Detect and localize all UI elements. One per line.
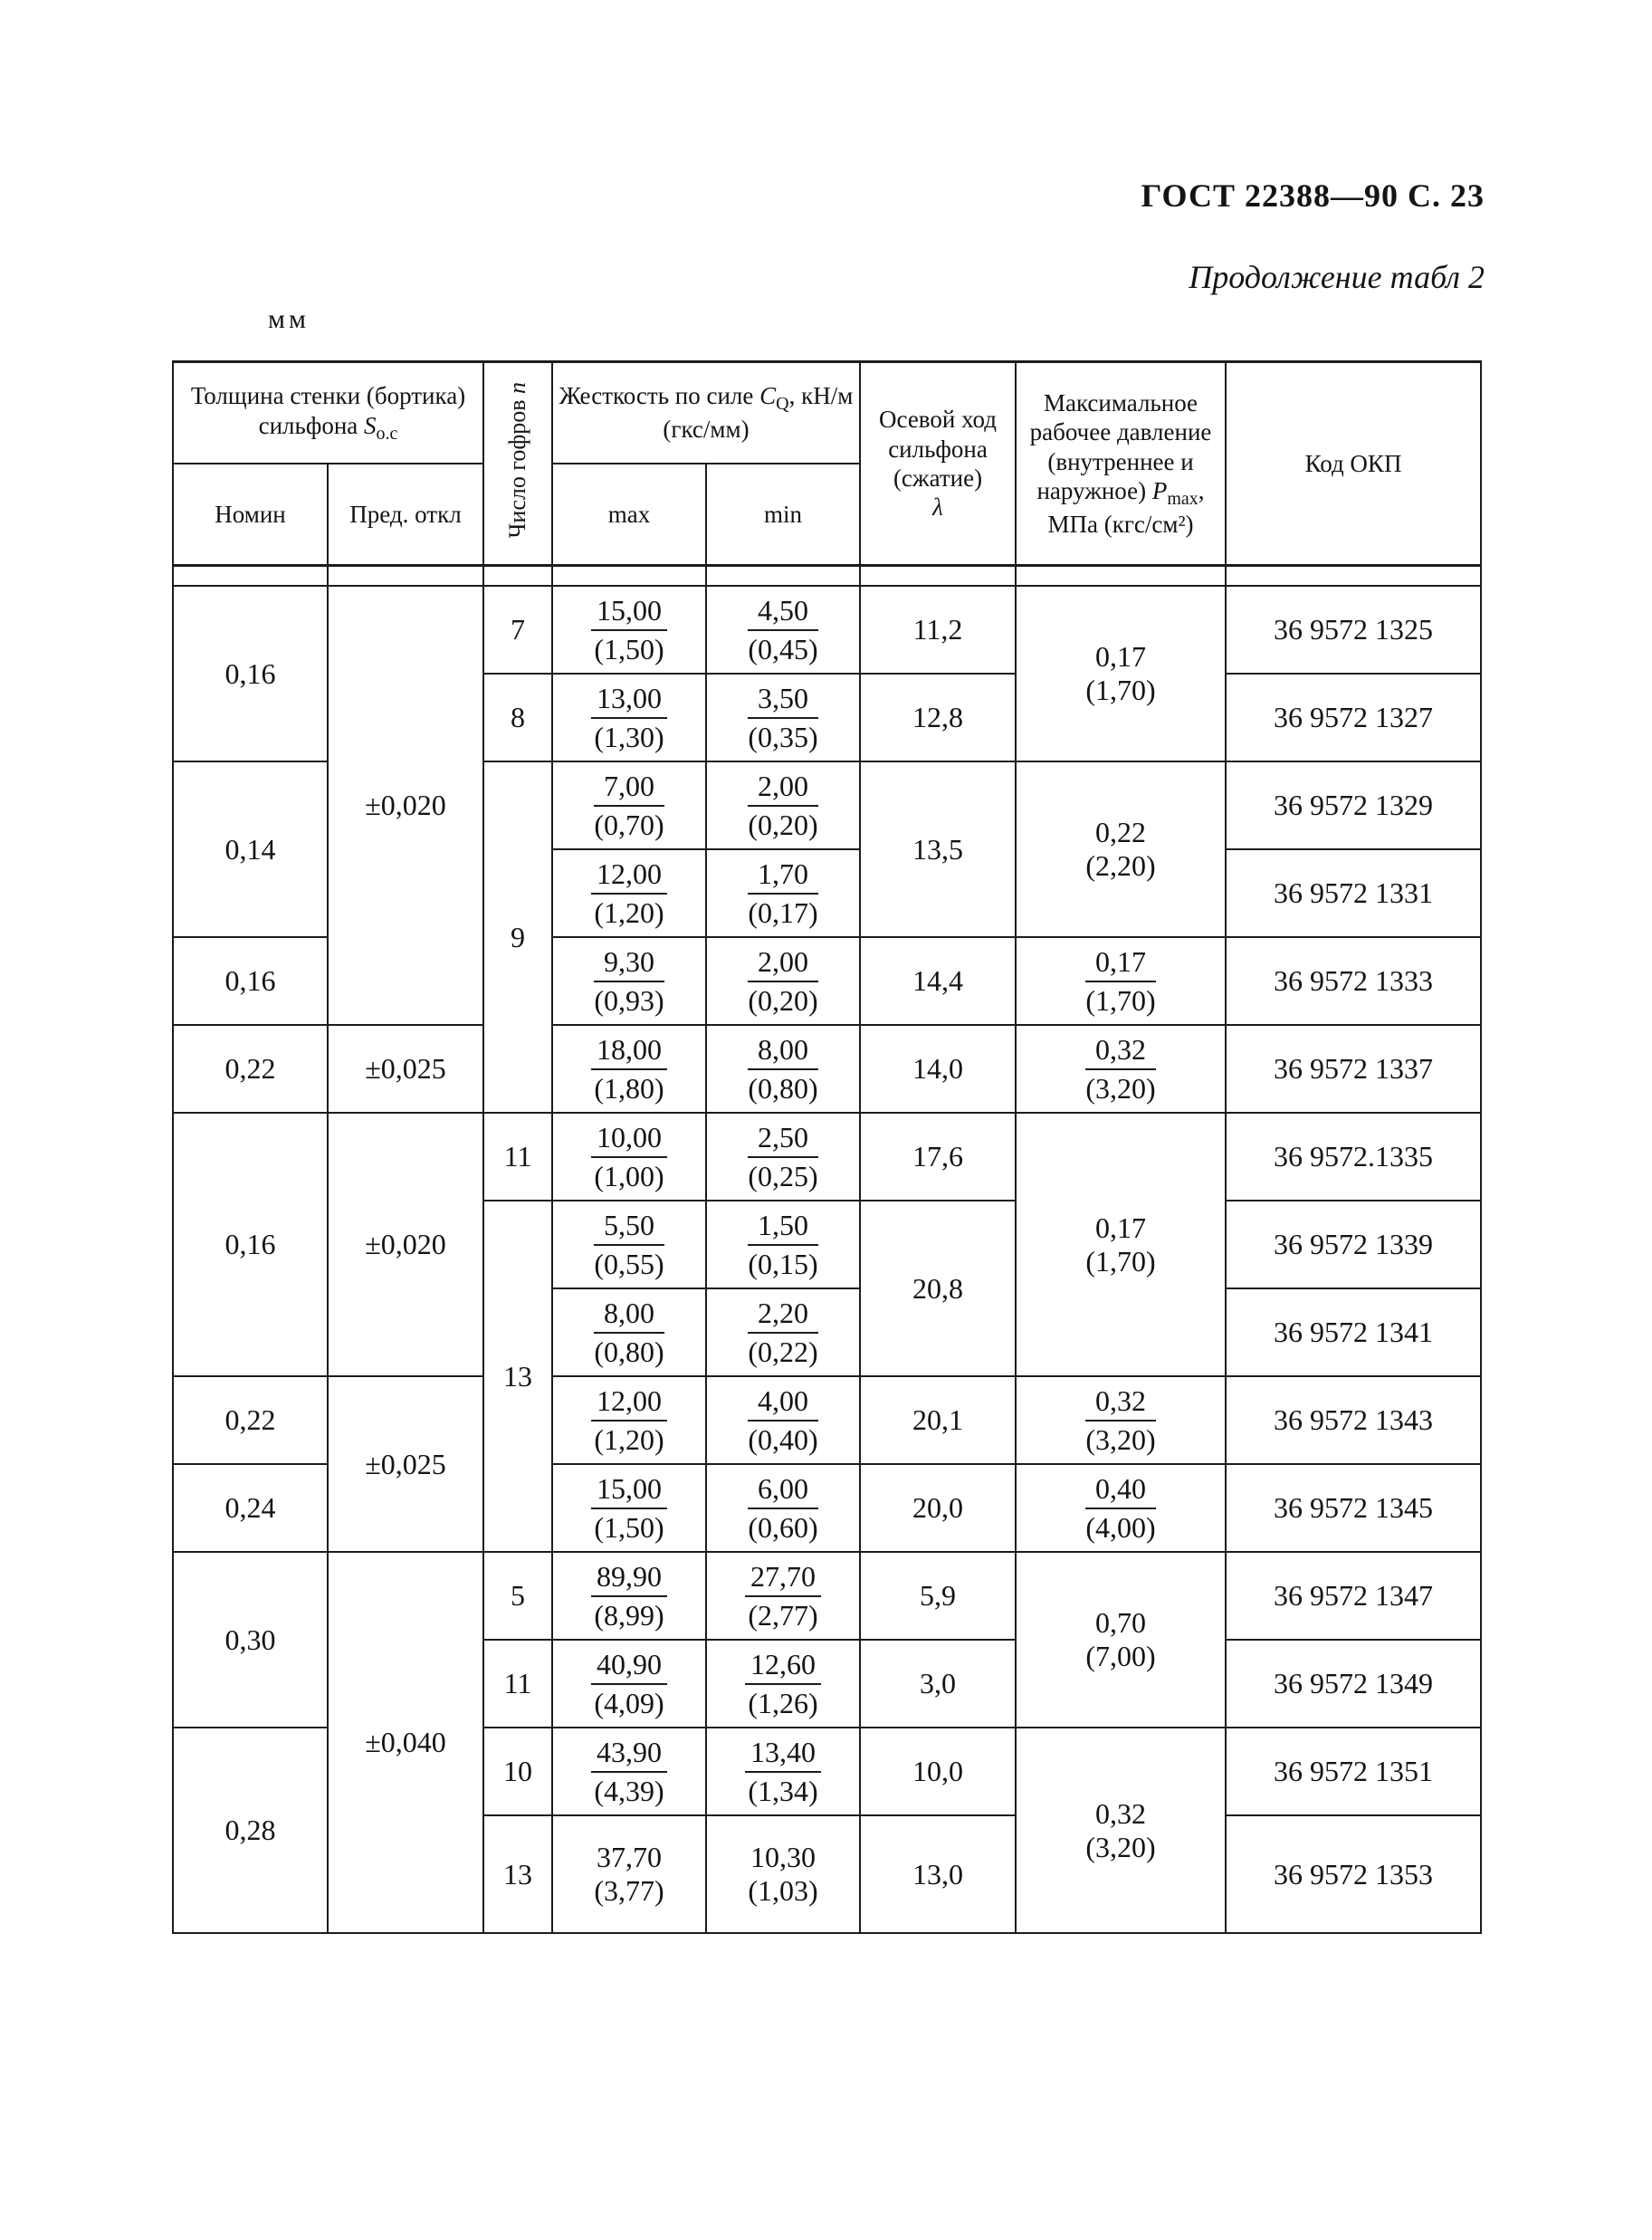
spacer-row	[173, 566, 1481, 587]
stroke-cell: 10,0	[860, 1728, 1016, 1815]
max-cell: $\frac{12,00}{(1,20)}$	[552, 849, 706, 937]
table-row	[173, 1552, 1481, 1640]
nominal-cell: 0,24	[173, 1464, 328, 1552]
corrugation-cell: 13	[483, 1815, 552, 1933]
corrugations-header: Число гофров n	[483, 362, 552, 566]
min-cell: 10,30 (1,03)	[706, 1815, 860, 1933]
min-cell: $\frac{4,50}{(0,45)}$	[706, 586, 860, 674]
min-cell: $\frac{6,00}{(0,60)}$	[706, 1464, 860, 1552]
max-cell: $\frac{5,50}{(0,55)}$	[552, 1201, 706, 1288]
stroke-cell: 5,9	[860, 1552, 1016, 1640]
code-cell: 36 9572 1353	[1226, 1815, 1481, 1933]
min-header: min	[706, 464, 860, 566]
max-cell: $\frac{13,00}{(1,30)}$	[552, 674, 706, 761]
code-cell: 36 9572 1327	[1226, 674, 1481, 761]
min-cell: $\frac{2,50}{(0,25)}$	[706, 1113, 860, 1201]
max-cell: $\frac{8,00}{(0,80)}$	[552, 1288, 706, 1376]
stroke-cell: 11,2	[860, 586, 1016, 674]
max-cell: $\frac{9,30}{(0,93)}$	[552, 937, 706, 1025]
corrugation-cell: 7	[483, 586, 552, 674]
tolerance-header: Пред. откл	[328, 464, 483, 566]
code-cell: 36 9572 1349	[1226, 1640, 1481, 1728]
min-cell: $\frac{2,00}{(0,20)}$	[706, 761, 860, 849]
stroke-cell: 20,1	[860, 1376, 1016, 1464]
nominal-cell: 0,14	[173, 761, 328, 937]
code-cell: 36 9572 1337	[1226, 1025, 1481, 1113]
pressure-cell: 0,70 (7,00)	[1016, 1552, 1226, 1728]
code-cell: 36 9572 1339	[1226, 1201, 1481, 1288]
stroke-cell: 17,6	[860, 1113, 1016, 1201]
nominal-cell: 0,16	[173, 1113, 328, 1376]
min-cell: $\frac{4,00}{(0,40)}$	[706, 1376, 860, 1464]
max-cell: $\frac{10,00}{(1,00)}$	[552, 1113, 706, 1201]
min-cell: $\frac{2,20}{(0,22)}$	[706, 1288, 860, 1376]
max-cell: $\frac{15,00}{(1,50)}$	[552, 586, 706, 674]
pressure-cell: 0,22 (2,20)	[1016, 761, 1226, 937]
tolerance-cell: ±0,020	[328, 1113, 483, 1376]
code-cell: 36 9572 1331	[1226, 849, 1481, 937]
max-cell: 37,70 (3,77)	[552, 1815, 706, 1933]
min-cell: $\frac{13,40}{(1,34)}$	[706, 1728, 860, 1815]
stroke-cell: 20,8	[860, 1201, 1016, 1376]
table-continuation: Продолжение табл 2	[1189, 259, 1485, 295]
corrugation-cell: 8	[483, 674, 552, 761]
corrugation-cell: 11	[483, 1113, 552, 1201]
unit-label: мм	[268, 304, 310, 334]
code-cell: 36 9572 1347	[1226, 1552, 1481, 1640]
pressure-cell: $\frac{0,32}{(3,20)}$	[1016, 1025, 1226, 1113]
min-cell: $\frac{1,50}{(0,15)}$	[706, 1201, 860, 1288]
code-cell: 36 9572 1341	[1226, 1288, 1481, 1376]
code-cell: 36 9572 1343	[1226, 1376, 1481, 1464]
nominal-cell: 0,30	[173, 1552, 328, 1728]
pressure-cell: 0,32 (3,20)	[1016, 1728, 1226, 1933]
stroke-header: Осевой ход сильфона (сжатие) λ	[860, 362, 1016, 566]
max-cell: $\frac{7,00}{(0,70)}$	[552, 761, 706, 849]
nominal-cell: 0,22	[173, 1376, 328, 1464]
tolerance-cell: ±0,025	[328, 1025, 483, 1113]
min-cell: $\frac{12,60}{(1,26)}$	[706, 1640, 860, 1728]
pressure-cell: 0,17 (1,70)	[1016, 1113, 1226, 1376]
max-cell: $\frac{40,90}{(4,09)}$	[552, 1640, 706, 1728]
max-cell: $\frac{18,00}{(1,80)}$	[552, 1025, 706, 1113]
corrugation-cell: 9	[483, 761, 552, 1113]
nominal-cell: 0,16	[173, 586, 328, 761]
nominal-cell: 0,16	[173, 937, 328, 1025]
stiffness-header: Жесткость по силе $C_Q$, кН/м (гкс/мм)	[552, 362, 860, 464]
code-cell: 36 9572 1325	[1226, 586, 1481, 674]
stroke-cell: 14,0	[860, 1025, 1016, 1113]
min-cell: $\frac{27,70}{(2,77)}$	[706, 1552, 860, 1640]
table-row	[173, 1376, 1481, 1464]
pressure-cell: 0,17 (1,70)	[1016, 586, 1226, 761]
pressure-cell: $\frac{0,17}{(1,70)}$	[1016, 937, 1226, 1025]
code-cell: 36 9572.1335	[1226, 1113, 1481, 1201]
max-cell: $\frac{15,00}{(1,50)}$	[552, 1464, 706, 1552]
min-cell: $\frac{3,50}{(0,35)}$	[706, 674, 860, 761]
thickness-header: Толщина стенки (бортика) сильфона $S_{о.с}$	[173, 362, 483, 464]
code-cell: 36 9572 1329	[1226, 761, 1481, 849]
corrugation-cell: 13	[483, 1201, 552, 1552]
stroke-cell: 12,8	[860, 674, 1016, 761]
max-cell: $\frac{43,90}{(4,39)}$	[552, 1728, 706, 1815]
stroke-cell: 20,0	[860, 1464, 1016, 1552]
table-row	[173, 1025, 1481, 1113]
corrugation-cell: 10	[483, 1728, 552, 1815]
code-header: Код ОКП	[1226, 362, 1481, 566]
min-cell: $\frac{1,70}{(0,17)}$	[706, 849, 860, 937]
stroke-cell: 13,0	[860, 1815, 1016, 1933]
tolerance-cell: ±0,025	[328, 1376, 483, 1552]
nominal-cell: 0,28	[173, 1728, 328, 1933]
pressure-header: Максимальное рабочее давление (внутреннее и наружное) $P_{max}$, МПа (кгс/см²)	[1016, 362, 1226, 566]
corrugation-cell: 11	[483, 1640, 552, 1728]
tolerance-cell: ±0,020	[328, 586, 483, 1025]
max-cell: $\frac{12,00}{(1,20)}$	[552, 1376, 706, 1464]
table-row	[173, 586, 1481, 674]
code-cell: 36 9572 1345	[1226, 1464, 1481, 1552]
pressure-cell: $\frac{0,40}{(4,00)}$	[1016, 1464, 1226, 1552]
tolerance-cell: ±0,040	[328, 1552, 483, 1933]
stroke-cell: 14,4	[860, 937, 1016, 1025]
corrugation-cell: 5	[483, 1552, 552, 1640]
nominal-header: Номин	[173, 464, 328, 566]
max-cell: $\frac{89,90}{(8,99)}$	[552, 1552, 706, 1640]
stroke-cell: 3,0	[860, 1640, 1016, 1728]
min-cell: $\frac{8,00}{(0,80)}$	[706, 1025, 860, 1113]
nominal-cell: 0,22	[173, 1025, 328, 1113]
pressure-cell: $\frac{0,32}{(3,20)}$	[1016, 1376, 1226, 1464]
bellows-table	[172, 360, 1482, 1934]
page-header: ГОСТ 22388—90 С. 23	[1141, 177, 1485, 214]
code-cell: 36 9572 1351	[1226, 1728, 1481, 1815]
table-row	[173, 1113, 1481, 1201]
min-cell: $\frac{2,00}{(0,20)}$	[706, 937, 860, 1025]
stroke-cell: 13,5	[860, 761, 1016, 937]
max-header: max	[552, 464, 706, 566]
code-cell: 36 9572 1333	[1226, 937, 1481, 1025]
